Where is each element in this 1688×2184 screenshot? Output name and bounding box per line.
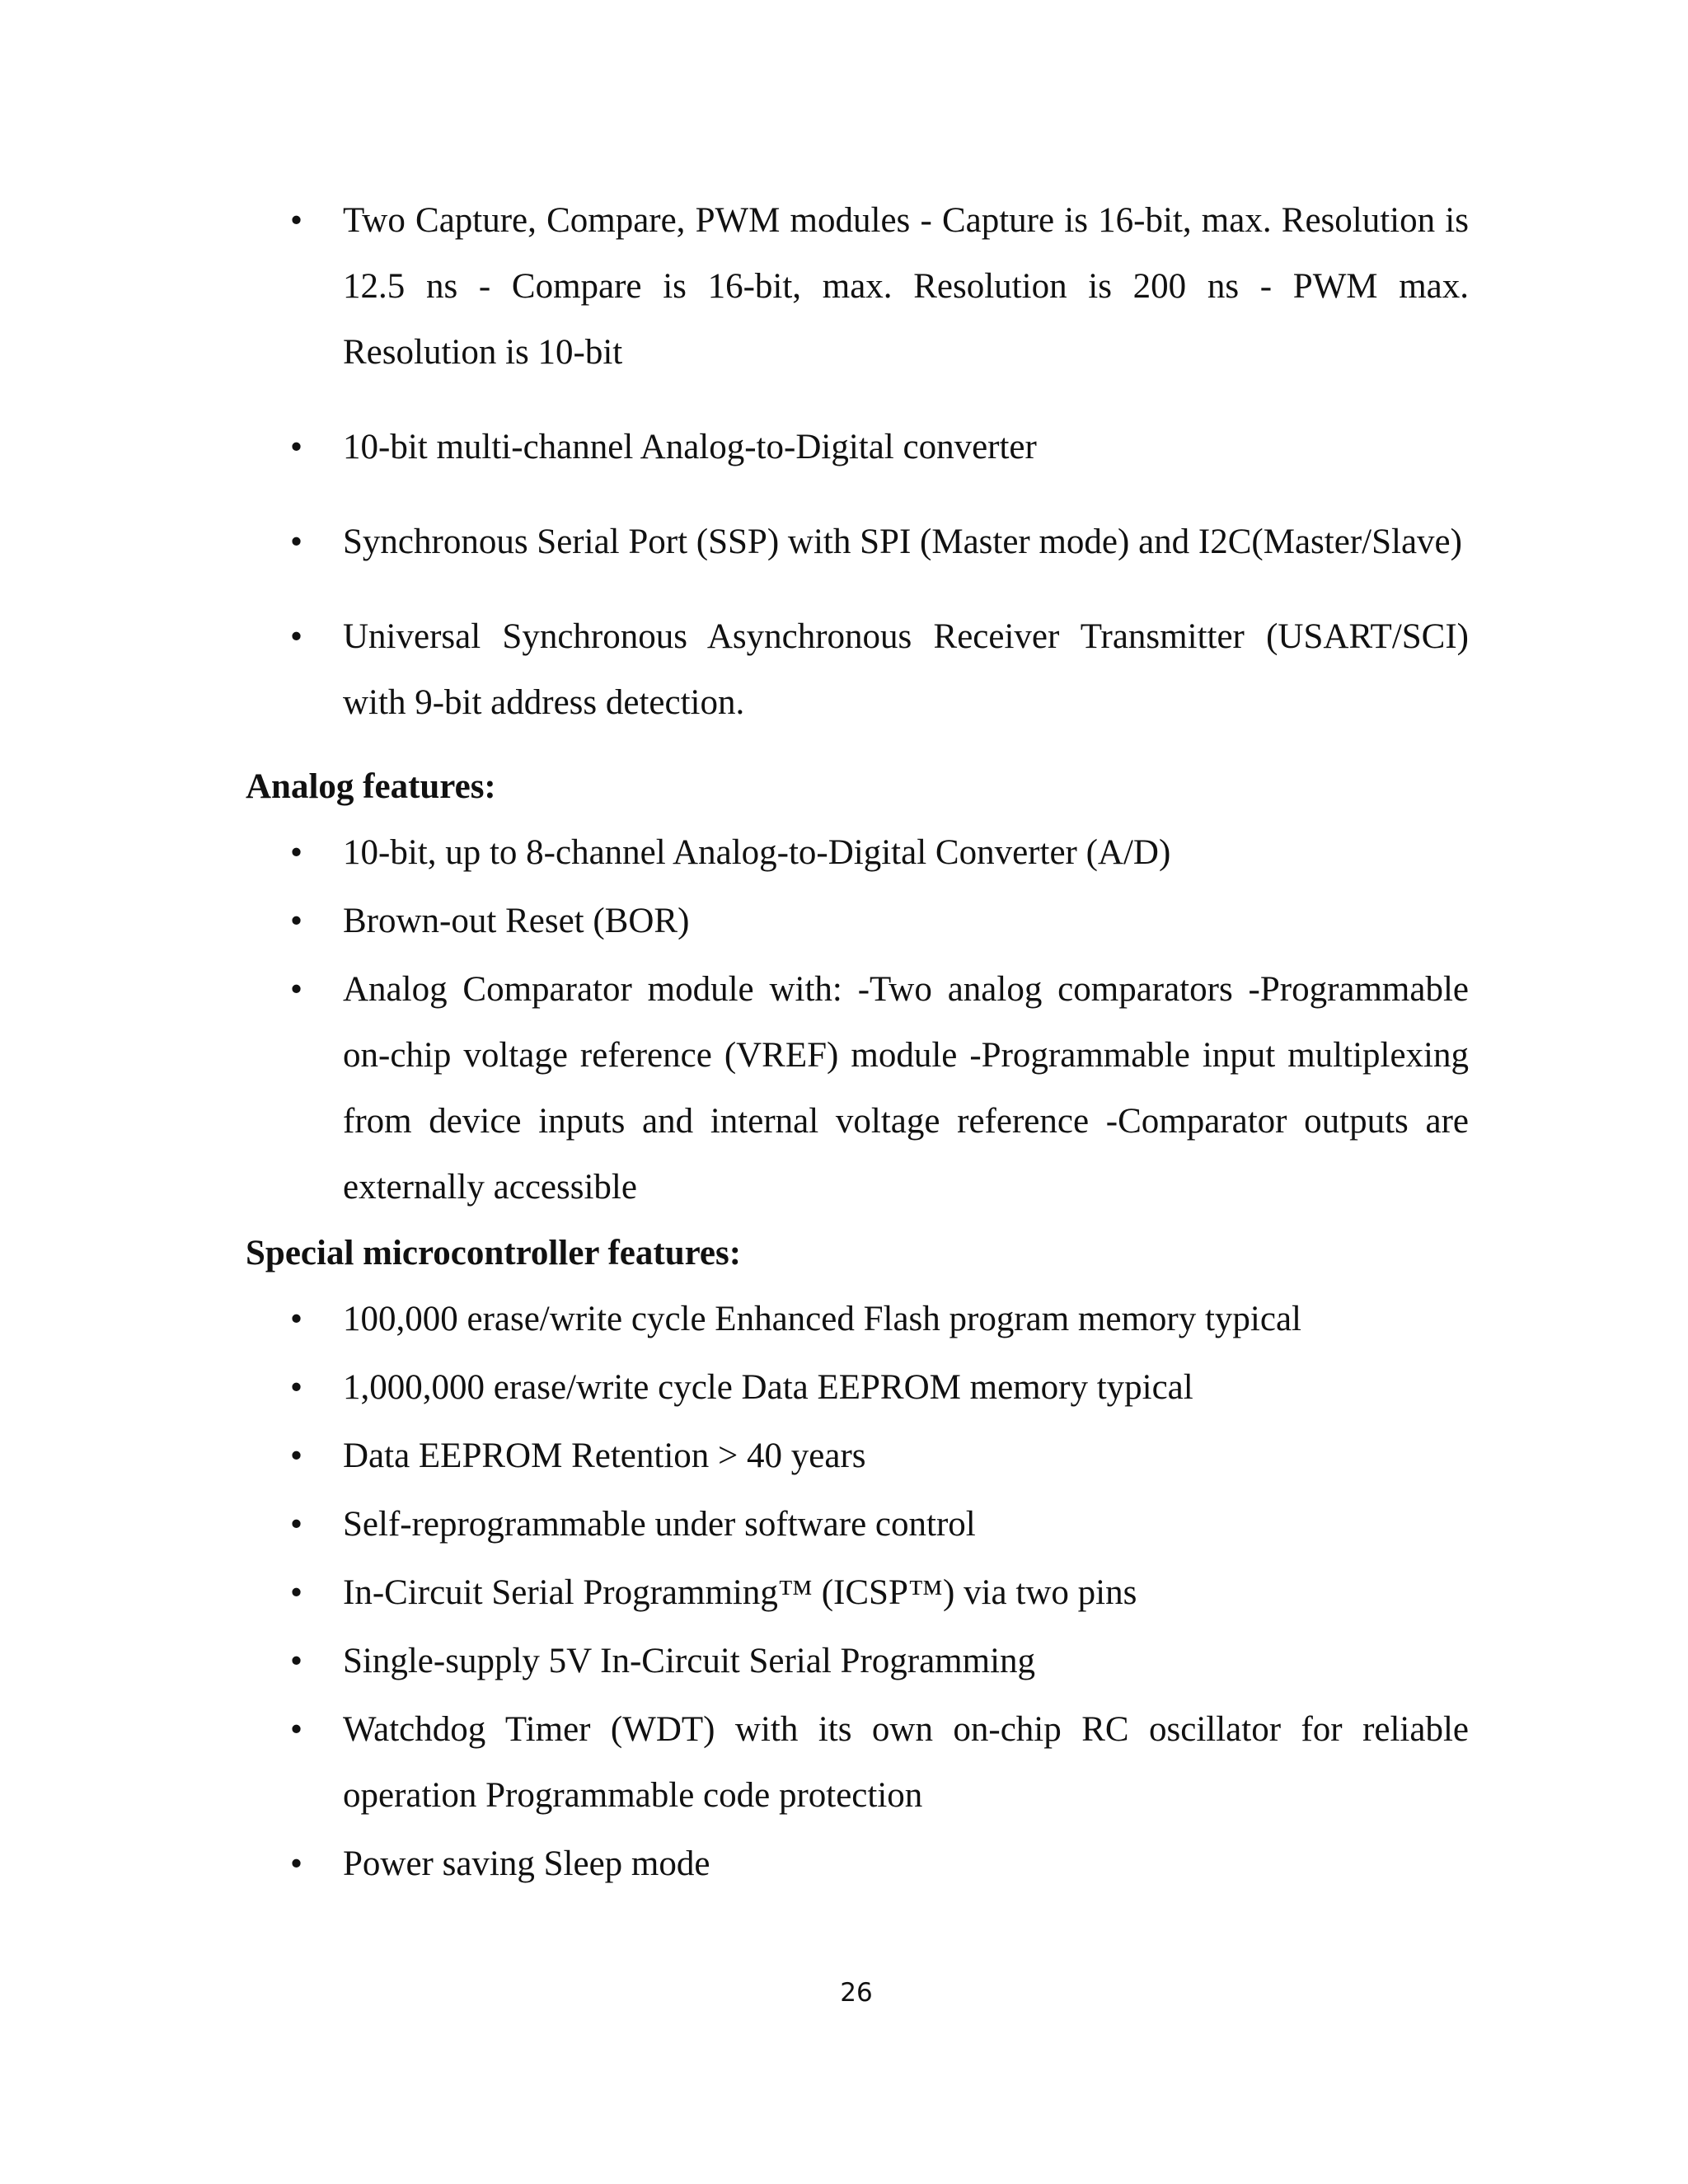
list-item: • In-Circuit Serial Programming™ (ICSP™) via two pins <box>246 1560 1469 1626</box>
list-item: • Universal Synchronous Asynchronous Receiver Transmitter (USART/SCI) with 9-bit address detection. <box>246 604 1469 736</box>
list-item: • Two Capture, Compare, PWM modules - Capture is 16-bit, max. Resolution is 12.5 ns - Compare is 16-bit, max. Resolution is 200 ns - PWM max. Resolution is 10-bit <box>246 188 1469 386</box>
analog-bullet-list <box>246 820 1469 1221</box>
list-item: • 100,000 erase/write cycle Enhanced Flash program memory typical <box>246 1286 1469 1352</box>
special-bullet-list <box>246 1286 1469 1897</box>
analog-features-heading: Analog features: <box>246 767 496 806</box>
page-content <box>246 188 1469 1897</box>
intro-bullet-list <box>246 188 1469 736</box>
list-item: • Single-supply 5V In-Circuit Serial Programming <box>246 1629 1469 1694</box>
list-item: • Power saving Sleep mode <box>246 1831 1469 1897</box>
list-item: • 10-bit, up to 8-channel Analog-to-Digital Converter (A/D) <box>246 820 1469 886</box>
page-number: 26 <box>840 1978 873 2008</box>
list-item: • Watchdog Timer (WDT) with its own on-chip RC oscillator for reliable operation Programmable code protection <box>246 1697 1469 1829</box>
list-item: • Data EEPROM Retention > 40 years <box>246 1423 1469 1489</box>
list-item: • Synchronous Serial Port (SSP) with SPI (Master mode) and I2C(Master/Slave) <box>246 509 1469 575</box>
list-item: • 10-bit multi-channel Analog-to-Digital converter <box>246 415 1469 480</box>
list-item: • Brown-out Reset (BOR) <box>246 888 1469 954</box>
list-item: • Self-reprogrammable under software control <box>246 1492 1469 1558</box>
special-features-heading: Special microcontroller features: <box>246 1234 742 1272</box>
list-item: • 1,000,000 erase/write cycle Data EEPROM memory typical <box>246 1355 1469 1421</box>
list-item: • Analog Comparator module with: -Two analog comparators -Programmable on-chip voltage reference (VREF) module -Programmable input multiplexing from device inputs and internal voltage reference -Comparator outputs are externally accessible <box>246 957 1469 1221</box>
